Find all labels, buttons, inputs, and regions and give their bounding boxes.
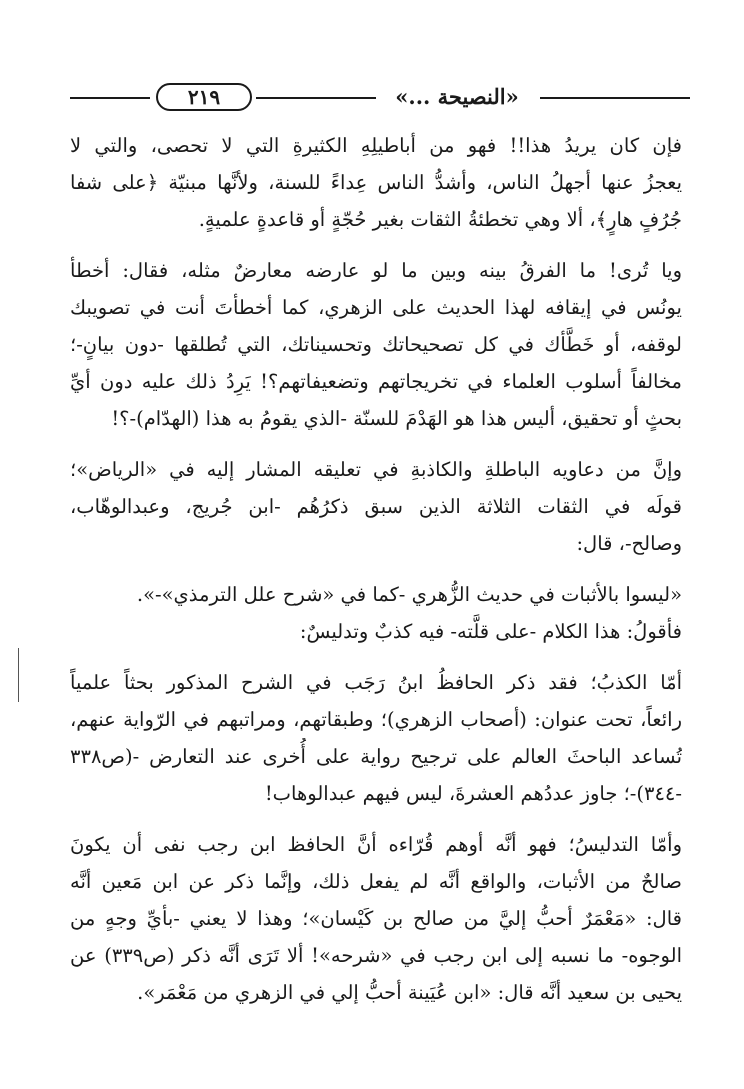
- page-body: [70, 127, 682, 1011]
- text-line: «ليسوا بالأثبات في حديث الزُّهري -كما في «شرح علل الترمذي»-».: [136, 583, 682, 606]
- paragraph-quote: [70, 576, 682, 613]
- text-line: فأقولُ: هذا الكلام -على قلَّته- فيه كذبٌ وتدليسٌ:: [299, 620, 682, 643]
- paragraph: [70, 826, 682, 1011]
- header-rule-right: [540, 97, 690, 99]
- text-line: بحثٍ أو تحقيق، أليس هذا هو الهَدْمَ للسنّة -الذي يقومُ به هذا (الهدّام)-؟!: [111, 407, 682, 430]
- text-line: مخالفاً أسلوب العلماء في تخريجاتهم وتضعيفاتهم؟! يَرِدُ ذلك عليه دون أيِّ: [70, 370, 682, 393]
- paragraph: [70, 664, 682, 812]
- text-line: قال: «مَعْمَرٌ أحبُّ إليَّ من صالح بن كَيْسان»؛ وهذا لا يعني -بأيِّ وجهٍ من: [70, 907, 682, 930]
- text-line: يونُس في إيقافه لهذا الحديث على الزهري، كما أخطأتَ أنت في تصويبك: [70, 296, 682, 319]
- text-line: ويا تُرى! ما الفرقُ بينه وبين ما لو عارضه معارضٌ مثله، فقال: أخطأ: [70, 259, 682, 282]
- header-rule-left: [70, 97, 150, 99]
- paragraph: [70, 451, 682, 562]
- text-line: وصالح-، قال:: [576, 532, 682, 555]
- text-line: رائعاً، تحت عنوان: (أصحاب الزهري)؛ وطبقاتهم، ومراتبهم في الرّواية عنهم،: [70, 708, 682, 731]
- page-header: [70, 82, 690, 116]
- text-line: -٣٤٤)-؛ جاوز عددُهم العشرةَ، ليس فيهم عبدالوهاب!: [264, 782, 682, 805]
- text-line: وأمّا التدليسُ؛ فهو أنَّه أوهم قُرّاءه أنَّ الحافظ ابن رجب نفى أن يكونَ: [70, 833, 682, 856]
- text-line: وإنَّ من دعاويه الباطلةِ والكاذبةِ في تعليقه المشار إليه في «الرياض»؛: [70, 458, 682, 481]
- paragraph: [70, 127, 682, 238]
- text-line: صالحٌ من الأثبات، والواقع أنَّه لم يفعل ذلك، وإنَّما ذكر عن ابن مَعين أنَّه: [70, 870, 682, 893]
- text-line: فإن كان يريدُ هذا!! فهو من أباطيلِهِ الكثيرةِ التي لا تحصى، والتي لا: [70, 134, 682, 157]
- text-line: جُرُفٍ هارٍ﴾، ألا وهي تخطئةُ الثقات بغير حُجّةٍ أو قاعدةٍ علميةٍ.: [198, 208, 682, 231]
- paragraph: [70, 252, 682, 437]
- margin-mark: [18, 648, 19, 702]
- text-line: لوقفه، أو خَطَّأك في كل تصحيحاتك وتحسيناتك، التي تُطلقها -دون بيانٍ-؛: [70, 333, 682, 356]
- text-line: الوجوه- ما نسبه إلى ابن رجب في «شرحه»! ألا تَرَى أنَّه ذكر (ص٣٣٩) عن: [70, 944, 682, 967]
- running-title: «النصيحة ...»: [395, 84, 519, 109]
- text-line: يعجزُ عنها أجهلُ الناس، وأشدُّ الناس عِداءً للسنة، ولأنَّها مبنيّة ﴿على شفا: [70, 171, 682, 194]
- paragraph: [70, 613, 682, 650]
- text-line: تُساعد الباحثَ العالم على ترجيح رواية على أُخرى عند التعارض -(ص٣٣٨: [70, 745, 682, 768]
- text-line: أمّا الكذبُ؛ فقد ذكر الحافظُ ابنُ رَجَب في الشرح المذكور بحثاً علمياً: [70, 671, 682, 694]
- text-line: قولَه في الثقات الثلاثة الذين سبق ذكرُهُم -ابن جُريج، وعبدالوهّاب،: [70, 495, 682, 518]
- text-line: يحيى بن سعيد أنَّه قال: «ابن عُيَينة أحبُّ إلي في الزهري من مَعْمَر».: [137, 981, 682, 1004]
- page-number-badge: ٢١٩: [156, 83, 252, 111]
- header-rule-middle: [256, 97, 376, 99]
